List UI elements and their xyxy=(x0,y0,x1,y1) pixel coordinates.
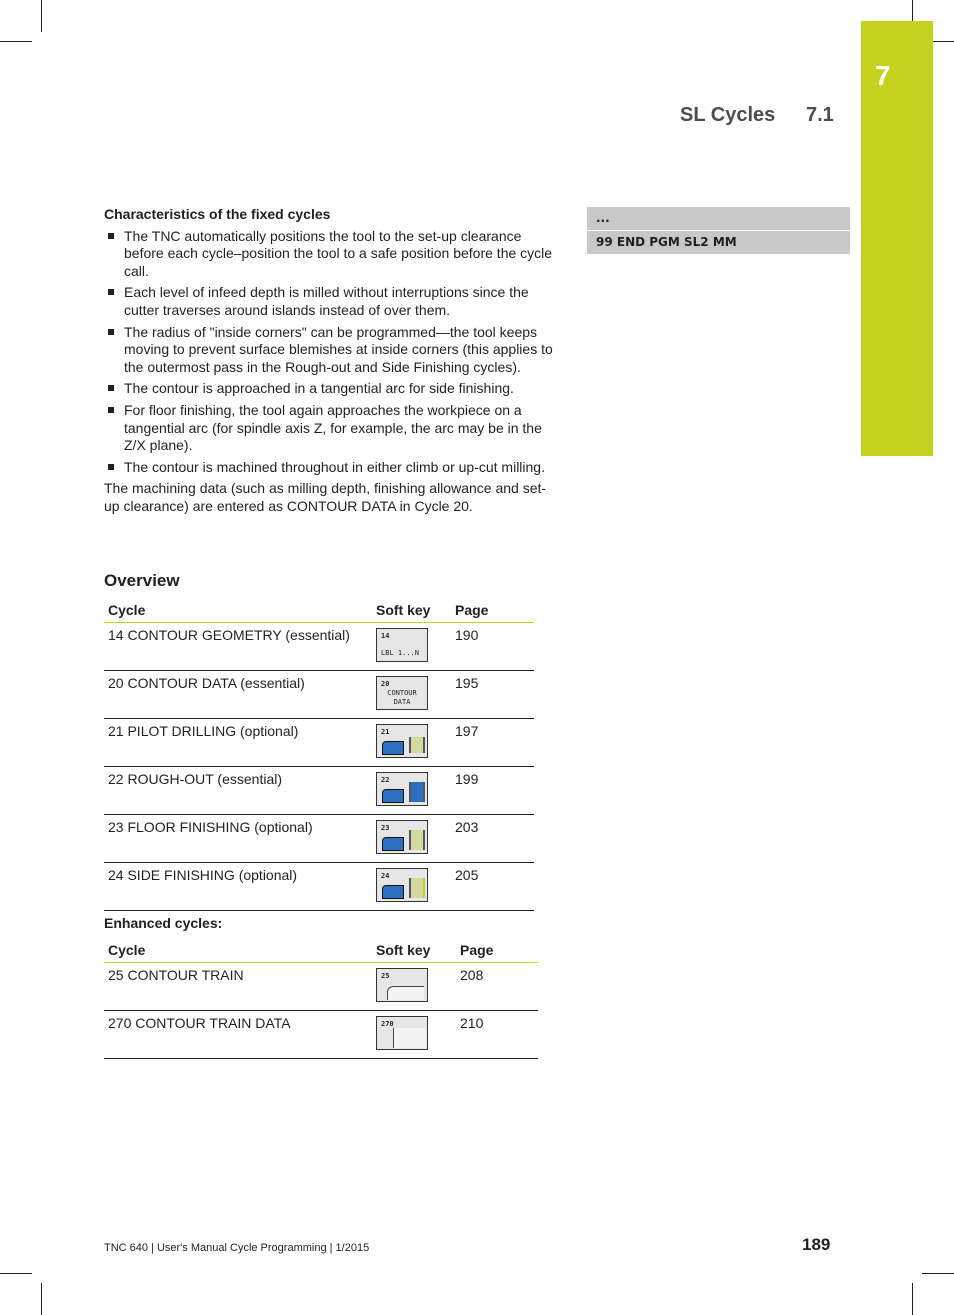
crop-mark xyxy=(922,1273,954,1274)
crop-mark xyxy=(41,1283,42,1315)
page-number: 210 xyxy=(456,1011,538,1059)
crop-mark xyxy=(912,1283,913,1315)
running-header-section: 7.1 xyxy=(806,104,834,126)
table-row xyxy=(104,815,534,863)
table-row xyxy=(104,863,534,911)
page-number: 195 xyxy=(451,671,534,719)
enhanced-cycles-heading: Enhanced cycles: xyxy=(104,915,223,931)
bullet-text: The contour is approached in a tangential arc for side finishing. xyxy=(124,380,514,397)
contour-train-softkey-icon xyxy=(376,968,428,1002)
chapter-tab xyxy=(861,21,933,456)
bullet-text: Each level of infeed depth is milled without interruptions since the cutter traverses around islands instead of over them. xyxy=(124,284,529,318)
crop-mark xyxy=(0,1273,32,1274)
bullet-text: The contour is machined throughout in either climb or up-cut milling. xyxy=(124,458,545,475)
workpiece-icon xyxy=(382,885,404,899)
contour-train-data-softkey-icon xyxy=(376,1016,428,1050)
list-item xyxy=(104,324,556,377)
rough-out-softkey-icon xyxy=(376,772,428,806)
softkey-number: 22 xyxy=(381,776,390,784)
softkey-cell xyxy=(372,671,451,719)
overview-table xyxy=(104,598,534,911)
cycle-name: 23 FLOOR FINISHING (optional) xyxy=(104,815,372,863)
cycle-name: 21 PILOT DRILLING (optional) xyxy=(104,719,372,767)
overview-heading: Overview xyxy=(104,571,180,590)
pilot-drilling-softkey-icon xyxy=(376,724,428,758)
table-row xyxy=(104,719,534,767)
softkey-cell xyxy=(372,963,456,1011)
column-header-cycle: Cycle xyxy=(104,938,372,963)
workpiece-icon xyxy=(382,789,404,803)
crop-mark xyxy=(0,41,32,42)
page-number: 197 xyxy=(451,719,534,767)
page-number: 190 xyxy=(451,623,534,671)
column-header-page: Page xyxy=(451,598,534,623)
table-row xyxy=(104,671,534,719)
list-item xyxy=(104,380,556,398)
softkey-number: 20 xyxy=(381,680,390,688)
footer-text: TNC 640 | User's Manual Cycle Programming | 1/2015 xyxy=(104,1242,370,1254)
cycle-name: 20 CONTOUR DATA (essential) xyxy=(104,671,372,719)
contour-data-softkey-icon xyxy=(376,676,428,710)
bullet-text: For floor finishing, the tool again approaches the workpiece on a tangential arc (for spindle axis Z, for example, the arc may be in the Z/X plane). xyxy=(124,401,542,454)
side-finishing-softkey-icon xyxy=(376,868,428,902)
table-header-row xyxy=(104,938,538,963)
softkey-number: 25 xyxy=(381,972,390,980)
table-row xyxy=(104,767,534,815)
contour-train-icon xyxy=(393,1028,426,1048)
column-header-page: Page xyxy=(456,938,538,963)
softkey-cell xyxy=(372,623,451,671)
milling-cutter-icon xyxy=(409,830,425,850)
softkey-number: 24 xyxy=(381,872,390,880)
program-line: ... xyxy=(587,207,850,230)
chapter-number: 7 xyxy=(875,60,891,91)
softkey-number: 23 xyxy=(381,824,390,832)
bullet-square-icon xyxy=(108,407,114,413)
list-item xyxy=(104,402,556,455)
softkey-cell xyxy=(372,863,451,911)
crop-mark xyxy=(41,0,42,32)
column-header-softkey: Soft key xyxy=(372,938,456,963)
page-number: 208 xyxy=(456,963,538,1011)
bullet-text: The TNC automatically positions the tool to the set-up clearance before each cycle–position the tool to a safe position before the cycle call. xyxy=(124,227,553,279)
table-row xyxy=(104,1011,538,1059)
softkey-number: 270 xyxy=(381,1020,394,1028)
bullet-square-icon xyxy=(108,464,114,470)
list-item xyxy=(104,284,556,319)
bullet-square-icon xyxy=(108,233,114,239)
drill-icon xyxy=(409,737,425,753)
workpiece-icon xyxy=(382,741,404,755)
softkey-text: CONTOUR DATA xyxy=(387,689,417,706)
cycle-name: 14 CONTOUR GEOMETRY (essential) xyxy=(104,623,372,671)
page-number-footer: 189 xyxy=(802,1235,831,1254)
column-header-softkey: Soft key xyxy=(372,598,451,623)
enhanced-cycles-table xyxy=(104,938,538,1059)
bullet-square-icon xyxy=(108,385,114,391)
column-header-cycle: Cycle xyxy=(104,598,372,623)
cycle-name: 25 CONTOUR TRAIN xyxy=(104,963,372,1011)
bullet-square-icon xyxy=(108,289,114,295)
program-line: 99 END PGM SL2 MM xyxy=(587,231,850,254)
milling-cutter-icon xyxy=(409,782,425,802)
list-item xyxy=(104,459,556,477)
bullet-square-icon xyxy=(108,329,114,335)
cycle-name: 24 SIDE FINISHING (optional) xyxy=(104,863,372,911)
label-softkey-icon xyxy=(376,628,428,662)
running-header-title: SL Cycles xyxy=(680,104,776,126)
floor-finishing-softkey-icon xyxy=(376,820,428,854)
page-number: 205 xyxy=(451,863,534,911)
softkey-number: 14 xyxy=(381,632,390,640)
softkey-cell xyxy=(372,767,451,815)
page-number: 199 xyxy=(451,767,534,815)
softkey-number: 21 xyxy=(381,728,390,736)
contour-path-icon xyxy=(387,986,424,1000)
page-number: 203 xyxy=(451,815,534,863)
milling-cutter-icon xyxy=(409,878,425,898)
table-header-row xyxy=(104,598,534,623)
cycle-name: 22 ROUGH-OUT (essential) xyxy=(104,767,372,815)
table-row xyxy=(104,963,538,1011)
characteristics-list xyxy=(104,228,556,477)
softkey-text: LBL 1...N xyxy=(381,649,419,657)
softkey-cell xyxy=(372,719,451,767)
characteristics-section xyxy=(104,206,556,516)
softkey-cell xyxy=(372,1011,456,1059)
bullet-text: The radius of "inside corners" can be programmed—the tool keeps moving to prevent surface blemishes at inside corners (this applies to the outermost pass in the Rough-out and Side Finishing cycles). xyxy=(124,323,553,375)
machining-data-paragraph: The machining data (such as milling depth, finishing allowance and set-up clearance) are entered as CONTOUR DATA in Cycle 20. xyxy=(104,480,547,514)
cycle-name: 270 CONTOUR TRAIN DATA xyxy=(104,1011,372,1059)
list-item xyxy=(104,228,556,281)
characteristics-heading: Characteristics of the fixed cycles xyxy=(104,206,331,222)
workpiece-icon xyxy=(382,837,404,851)
softkey-cell xyxy=(372,815,451,863)
table-row xyxy=(104,623,534,671)
